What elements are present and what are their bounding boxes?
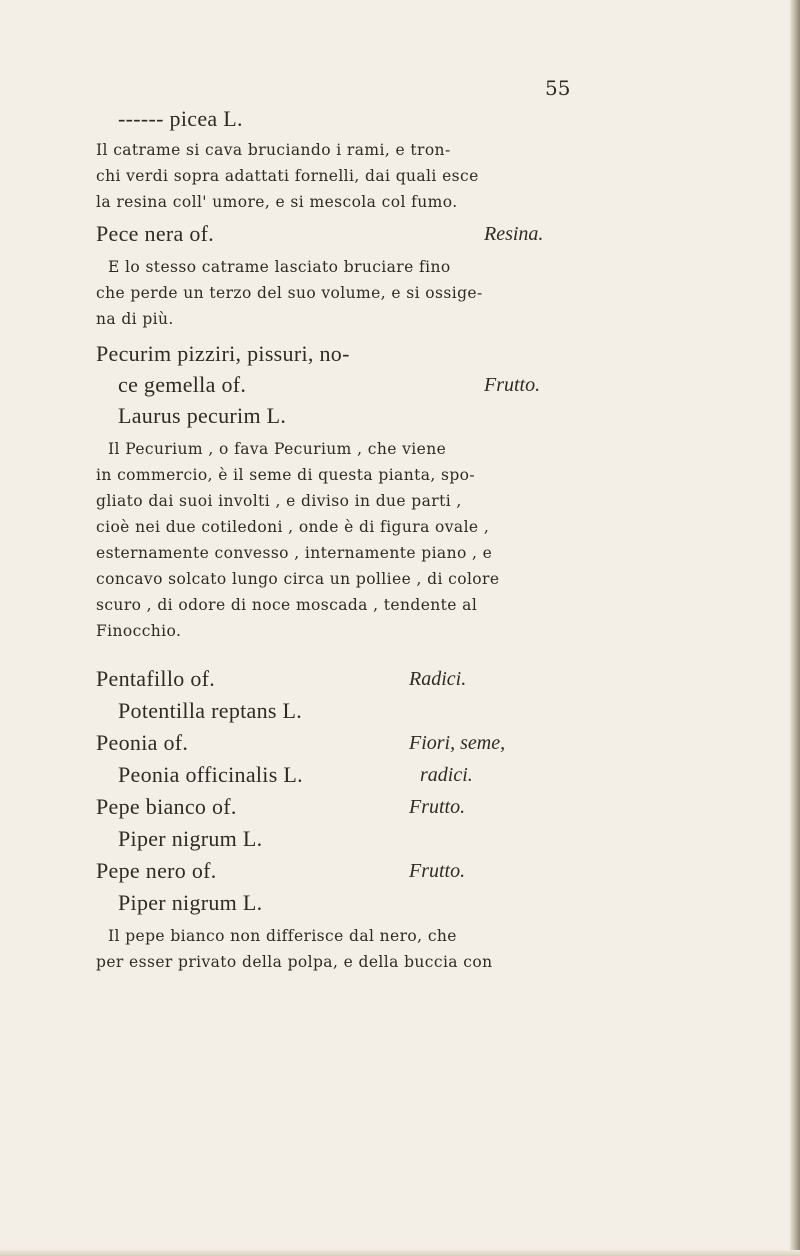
entry-name-peonia: Peonia of. bbox=[96, 730, 189, 755]
paragraph-line: gliato dai suoi involti , e diviso in due parti , bbox=[96, 492, 462, 510]
entry-latin-pecurim: Laurus pecurim L. bbox=[118, 403, 287, 428]
entry-name-pecurim-cont: ce gemella of. bbox=[118, 372, 247, 397]
paragraph-line: na di più. bbox=[96, 310, 174, 328]
entry-part-pentafillo: Radici. bbox=[409, 668, 467, 690]
entry-latin-pepe-bianco: Piper nigrum L. bbox=[118, 826, 263, 851]
entry-name-pentafillo: Pentafillo of. bbox=[96, 666, 216, 691]
entry-part-peonia-cont: radici. bbox=[420, 764, 473, 786]
paragraph-line: cioè nei due cotiledoni , onde è di figura ovale , bbox=[96, 518, 490, 536]
page-edge-shadow bbox=[790, 0, 800, 1256]
entry-latin-pentafillo: Potentilla reptans L. bbox=[118, 698, 303, 723]
entry-heading-picea: ------ picea L. bbox=[118, 106, 243, 131]
page-bottom-edge bbox=[0, 1250, 800, 1256]
paragraph-line: Il pepe bianco non differisce dal nero, che bbox=[108, 927, 457, 945]
paragraph-line: che perde un terzo del suo volume, e si ossige- bbox=[96, 284, 483, 302]
paragraph-line: concavo solcato lungo circa un polliee , di colore bbox=[96, 570, 500, 588]
entry-name-pece: Pece nera of. bbox=[96, 221, 215, 246]
paragraph-line: per esser privato della polpa, e della buccia con bbox=[96, 953, 493, 971]
paragraph-line: la resina coll' umore, e si mescola col fumo. bbox=[96, 193, 458, 211]
entry-part-pece: Resina. bbox=[484, 223, 544, 245]
entry-latin-peonia: Peonia officinalis L. bbox=[118, 762, 303, 787]
entry-name-pepe-nero: Pepe nero of. bbox=[96, 858, 217, 883]
paragraph-line: chi verdi sopra adattati fornelli, dai quali esce bbox=[96, 167, 479, 185]
paragraph-line: scuro , di odore di noce moscada , tendente al bbox=[96, 596, 478, 614]
paragraph-line: in commercio, è il seme di questa pianta, spo- bbox=[96, 466, 476, 484]
paragraph-line: Finocchio. bbox=[96, 622, 182, 640]
entry-part-pecurim: Frutto. bbox=[484, 374, 541, 396]
paragraph-line: Il Pecurium , o fava Pecurium , che viene bbox=[108, 440, 447, 458]
entry-part-pepe-nero: Frutto. bbox=[409, 860, 466, 882]
page-number: 55 bbox=[545, 76, 571, 100]
entry-part-peonia: Fiori, seme, bbox=[409, 732, 506, 754]
paragraph-line: Il catrame si cava bruciando i rami, e tron- bbox=[96, 141, 451, 159]
paragraph-line: esternamente convesso , internamente piano , e bbox=[96, 544, 493, 562]
entry-name-pepe-bianco: Pepe bianco of. bbox=[96, 794, 237, 819]
entry-name-pecurim: Pecurim pizziri, pissuri, no- bbox=[96, 341, 350, 366]
entry-part-pepe-bianco: Frutto. bbox=[409, 796, 466, 818]
entry-latin-pepe-nero: Piper nigrum L. bbox=[118, 890, 263, 915]
paragraph-line: E lo stesso catrame lasciato bruciare fino bbox=[108, 258, 451, 276]
